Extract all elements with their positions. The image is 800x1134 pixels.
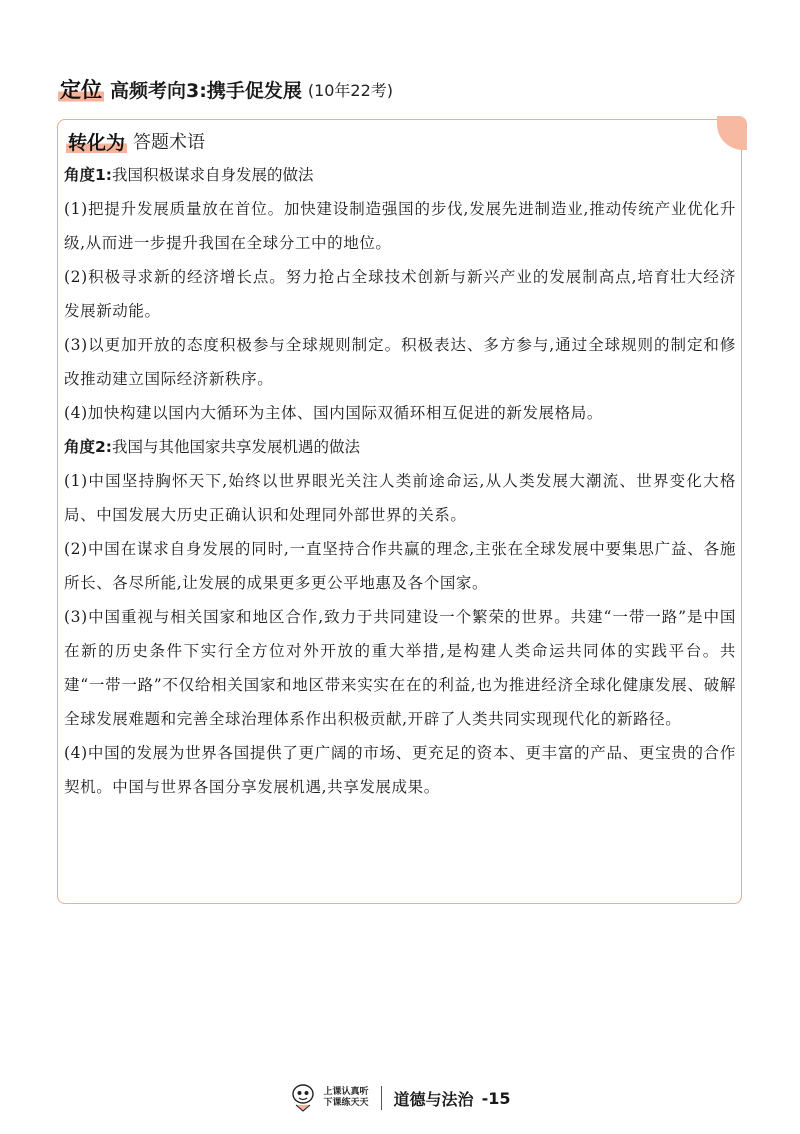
box-heading [66,126,205,156]
box-tag: 转化为 [66,128,127,155]
subject-name: 道德与法治 [393,1089,474,1109]
angle-1-item-1: (1)把提升发展质量放在首位。加快建设制造强国的步伐,发展先进制造业,推动传统产业优化升级,从而进一步提升我国在全球分工中的地位。 [64,200,736,252]
angle-1-text: 我国积极谋求自身发展的做法 [111,166,314,184]
slogan-line-2: 下课练天天 [323,1098,369,1108]
angle-2-label: 角度2: [64,438,112,456]
slogan-line-1: 上课认真听 [323,1087,369,1097]
angle-1-item-2: (2)积极寻求新的经济增长点。努力抢占全球技术创新与新兴产业的发展制高点,培育壮大经济发展新动能。 [64,268,736,320]
section-tag: 定位 [58,74,104,104]
angle-2-text: 我国与其他国家共享发展机遇的做法 [111,438,360,456]
page-footer [0,1078,800,1118]
section-frequency-note: (10年22考) [307,80,394,100]
footer-divider [381,1086,382,1110]
angle-1-item-3: (3)以更加开放的态度积极参与全球规则制定。积极表达、多方参与,通过全球规则的制定和修改推动建立国际经济新秩序。 [64,336,736,388]
box-title: 答题术语 [133,132,206,153]
section-header [58,72,758,106]
box-content [64,158,736,804]
answer-terms-box [57,119,742,904]
angle-2-item-2: (2)中国在谋求自身发展的同时,一直坚持合作共赢的理念,主张在全球发展中要集思广益、各施所长、各尽所能,让发展的成果更多更公平地惠及各个国家。 [64,540,736,592]
angle-1-item-4: (4)加快构建以国内大循环为主体、国内国际双循环相互促进的新发展格局。 [64,404,603,422]
section-title: 高频考向3:携手促发展 [110,79,302,102]
page-number: -15 [481,1088,511,1108]
angle-2-heading [64,430,736,464]
angle-2-item-1: (1)中国坚持胸怀天下,始终以世界眼光关注人类前途命运,从人类发展大潮流、世界变化大格局、中国发展大历史正确认识和处理同外部世界的关系。 [64,472,736,524]
angle-2-item-3: (3)中国重视与相关国家和地区合作,致力于共同建设一个繁荣的世界。共建“一带一路”是中国在新的历史条件下实行全方位对外开放的重大举措,是构建人类命运共同体的实践平台。共建“一带一路”不仅给相关国家和地区带来实实在在的利益,也为推进经济全球化健康发展、破解全球发展难题和完善全球治理体系作出积极贡献,开辟了人类共同实现现代化的新路径。 [64,608,736,728]
angle-2-item-4: (4)中国的发展为世界各国提供了更广阔的市场、更充足的资本、更丰富的产品、更宝贵的合作契机。中国与世界各国分享发展机遇,共享发展成果。 [64,744,736,796]
angle-1-heading [64,158,736,192]
angle-1-label: 角度1: [64,166,112,184]
corner-decoration [717,116,747,150]
slogan [324,1087,369,1109]
mascot-icon [290,1083,316,1113]
